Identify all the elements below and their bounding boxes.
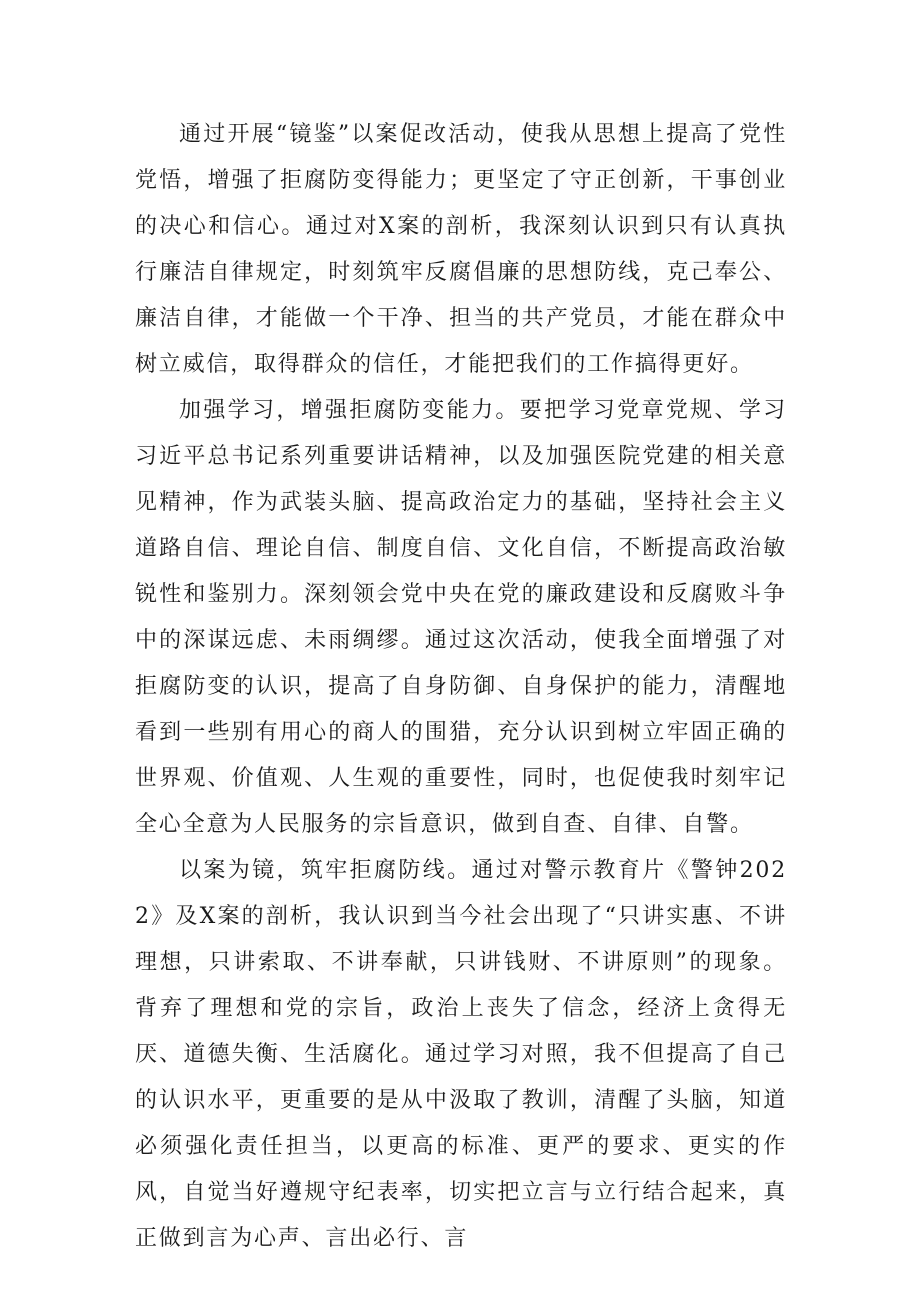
paragraph-3: 以案为镜，筑牢拒腐防线。通过对警示教育片《警钟2022》及X案的剖析，我认识到当今社会出现了“只讲实惠、不讲理想，只讲索取、不讲奉献，只讲钱财、不讲原则”的现象。背弃了理想和党的宗旨，政治上丧失了信念，经济上贪得无厌、道德失衡、生活腐化。通过学习对照，我不但提高了自己的认识水平，更重要的是从中汲取了教训，清醒了头脑，知道必须强化责任担当，以更高的标准、更严的要求、更实的作风，自觉当好遵规守纪表率，切实把立言与立行结合起来，真正做到言为心声、言出必行、言 bbox=[135, 858, 787, 1251]
document-body bbox=[135, 112, 787, 1262]
paragraph-1: 通过开展“镜鉴”以案促改活动，使我从思想上提高了党性党悟，增强了拒腐防变得能力；更坚定了守正创新，干事创业的决心和信心。通过对X案的剖析，我深刻认识到只有认真执行廉洁自律规定，时刻筑牢反腐倡廉的思想防线，克己奉公、廉洁自律，才能做一个干净、担当的共产党员，才能在群众中树立威信，取得群众的信任，才能把我们的工作搞得更好。 bbox=[135, 122, 787, 377]
paragraph-2: 加强学习，增强拒腐防变能力。要把学习党章党规、学习习近平总书记系列重要讲话精神，以及加强医院党建的相关意见精神，作为武装头脑、提高政治定力的基础，坚持社会主义道路自信、理论自信、制度自信、文化自信，不断提高政治敏锐性和鉴别力。深刻领会党中央在党的廉政建设和反腐败斗争中的深谋远虑、未雨绸缪。通过这次活动，使我全面增强了对拒腐防变的认识，提高了自身防御、自身保护的能力，清醒地看到一些别有用心的商人的围猎，充分认识到树立牢固正确的世界观、价值观、人生观的重要性，同时，也促使我时刻牢记全心全意为人民服务的宗旨意识，做到自查、自律、自警。 bbox=[135, 398, 787, 837]
